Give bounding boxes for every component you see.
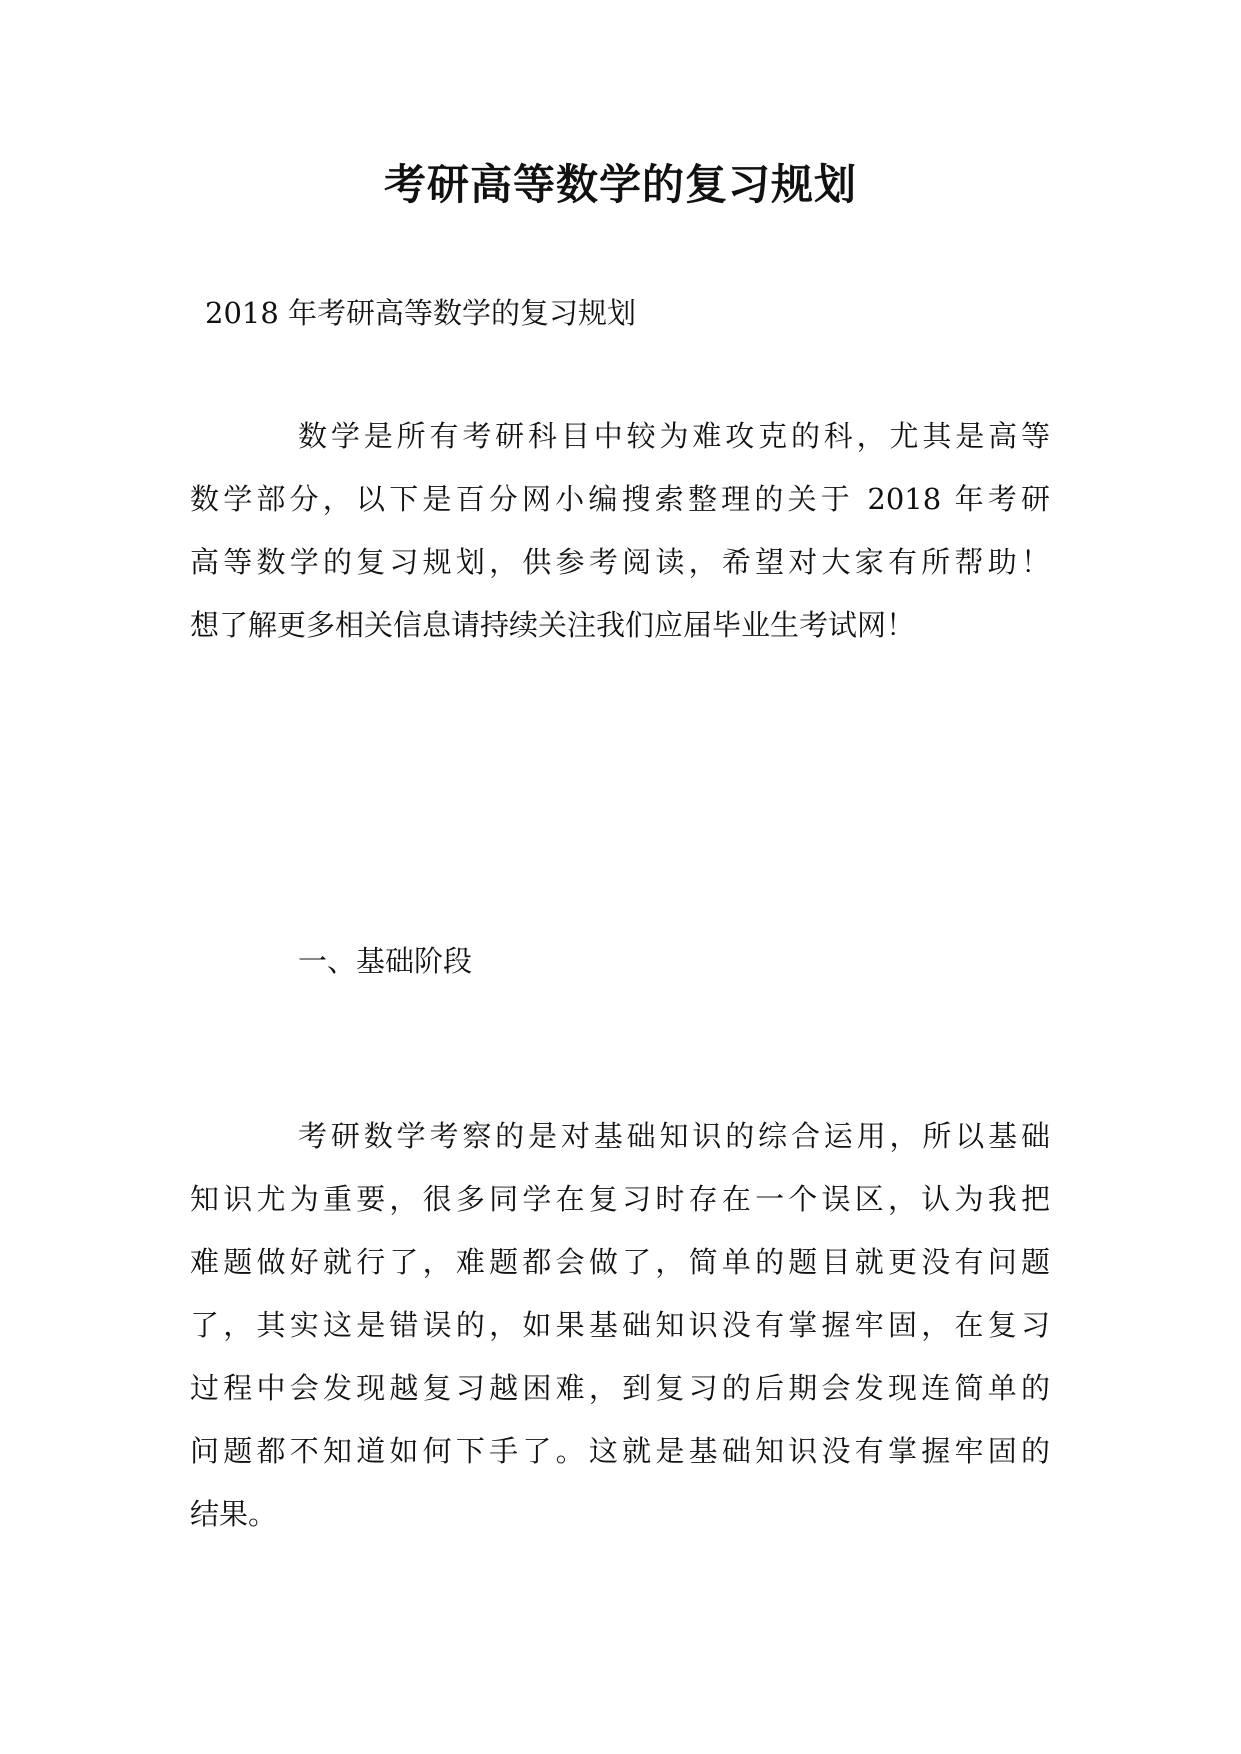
body-line: 考研数学考察的是对基础知识的综合运用，所以基础	[298, 1119, 1050, 1153]
intro-line: 数学部分，以下是百分网小编搜索整理的关于 2018 年考研	[190, 482, 1050, 516]
intro-line: 想了解更多相关信息请持续关注我们应届毕业生考试网！	[190, 608, 916, 642]
document-title: 考研高等数学的复习规划	[383, 160, 857, 209]
body-line: 结果。	[190, 1497, 278, 1531]
body-line: 过程中会发现越复习越困难，到复习的后期会发现连简单的	[190, 1371, 1050, 1405]
section-heading: 一、基础阶段	[298, 944, 473, 978]
intro-line: 高等数学的复习规划，供参考阅读，希望对大家有所帮助！	[190, 545, 1050, 579]
body-line: 问题都不知道如何下手了。这就是基础知识没有掌握牢固的	[190, 1434, 1050, 1468]
body-line: 了，其实这是错误的，如果基础知识没有掌握牢固，在复习	[190, 1308, 1050, 1342]
intro-paragraph	[190, 405, 1050, 657]
body-paragraph	[190, 1105, 1050, 1546]
document-subtitle: 2018 年考研高等数学的复习规划	[205, 296, 637, 330]
body-line: 知识尤为重要，很多同学在复习时存在一个误区，认为我把	[190, 1182, 1050, 1216]
intro-line: 数学是所有考研科目中较为难攻克的科，尤其是高等	[298, 419, 1050, 453]
body-line: 难题做好就行了，难题都会做了，简单的题目就更没有问题	[190, 1245, 1050, 1279]
